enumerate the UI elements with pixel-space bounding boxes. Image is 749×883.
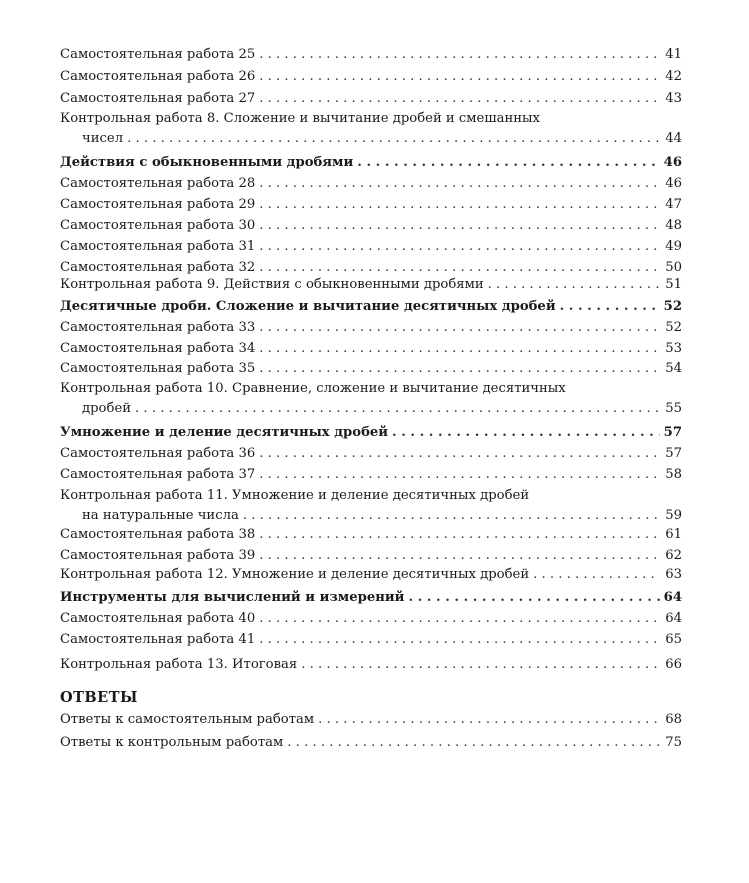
toc-entry-title: Самостоятельная работа 27 bbox=[60, 91, 256, 106]
toc-entry-title: Самостоятельная работа 28 bbox=[60, 176, 256, 191]
toc-entry-title: Контрольная работа 8. Сложение и вычитание дробей и смешанных bbox=[60, 111, 540, 126]
toc-page-number: 48 bbox=[665, 218, 682, 233]
toc-entry[interactable] bbox=[60, 237, 682, 257]
toc-entry[interactable] bbox=[60, 45, 682, 65]
toc-page-number: 55 bbox=[665, 401, 682, 416]
dot-leader bbox=[255, 67, 660, 87]
dot-leader bbox=[239, 506, 660, 526]
toc-entry-title: дробей bbox=[82, 401, 132, 416]
toc-entry-title: Самостоятельная работа 39 bbox=[60, 548, 256, 563]
toc-entry[interactable] bbox=[60, 153, 682, 173]
toc-page-number: 46 bbox=[663, 155, 682, 170]
toc-page-number: 64 bbox=[663, 590, 682, 605]
toc-entry[interactable] bbox=[60, 89, 682, 109]
toc-line bbox=[60, 565, 682, 585]
toc-line bbox=[60, 153, 682, 173]
toc-entry-title: Контрольная работа 12. Умножение и деление десятичных дробей bbox=[60, 567, 530, 582]
toc-page-number: 63 bbox=[665, 567, 682, 582]
toc-entry[interactable] bbox=[60, 195, 682, 215]
toc-line bbox=[60, 297, 682, 317]
toc-page-number: 44 bbox=[665, 131, 682, 146]
toc-line bbox=[60, 89, 682, 109]
toc-line bbox=[60, 45, 682, 65]
toc-line bbox=[60, 546, 682, 566]
toc-entry-title: Действия с обыкновенными дробями bbox=[60, 155, 354, 170]
toc-page-number: 46 bbox=[665, 176, 682, 191]
toc-entry[interactable] bbox=[60, 630, 682, 650]
answers-entry[interactable] bbox=[60, 710, 682, 730]
toc-line bbox=[60, 174, 682, 194]
toc-page-number: 50 bbox=[665, 260, 682, 275]
toc-entry-title: Самостоятельная работа 30 bbox=[60, 218, 256, 233]
dot-leader bbox=[255, 89, 660, 109]
toc-entry[interactable] bbox=[60, 275, 682, 295]
toc-entry-title: Самостоятельная работа 25 bbox=[60, 47, 256, 62]
toc-page-number: 57 bbox=[665, 446, 682, 461]
dot-leader bbox=[255, 216, 660, 236]
toc-line bbox=[60, 379, 682, 399]
answers-entry[interactable] bbox=[60, 733, 682, 753]
toc-line bbox=[60, 525, 682, 545]
toc-entry[interactable] bbox=[60, 588, 682, 608]
toc-entry[interactable] bbox=[60, 174, 682, 194]
dot-leader bbox=[255, 174, 660, 194]
toc-page-number: 66 bbox=[665, 657, 682, 672]
toc-entry-title: Ответы к контрольным работам bbox=[60, 735, 284, 750]
toc-entry-title: Самостоятельная работа 29 bbox=[60, 197, 256, 212]
toc-line bbox=[60, 609, 682, 629]
toc-entry-title: Контрольная работа 9. Действия с обыкновенными дробями bbox=[60, 277, 484, 292]
toc-line bbox=[60, 733, 682, 753]
toc-line bbox=[60, 506, 682, 526]
toc-page-number: 52 bbox=[663, 299, 682, 314]
dot-leader bbox=[255, 609, 660, 629]
dot-leader bbox=[314, 710, 660, 730]
toc-entry-title: Самостоятельная работа 32 bbox=[60, 260, 256, 275]
toc-line bbox=[60, 129, 682, 149]
toc-entry-title: Самостоятельная работа 34 bbox=[60, 341, 256, 356]
toc-page-number: 64 bbox=[665, 611, 682, 626]
toc-entry[interactable] bbox=[60, 465, 682, 485]
toc-entry-title: Самостоятельная работа 26 bbox=[60, 69, 256, 84]
dot-leader bbox=[283, 733, 660, 753]
toc-entry[interactable] bbox=[60, 109, 682, 149]
dot-leader bbox=[556, 297, 660, 317]
dot-leader bbox=[484, 275, 660, 295]
toc-line bbox=[60, 423, 682, 443]
dot-leader bbox=[255, 525, 660, 545]
toc-line bbox=[60, 67, 682, 87]
toc-line bbox=[60, 237, 682, 257]
dot-leader bbox=[353, 153, 660, 173]
dot-leader bbox=[255, 195, 660, 215]
toc-line bbox=[60, 399, 682, 419]
toc-entry[interactable] bbox=[60, 546, 682, 566]
dot-leader bbox=[297, 655, 660, 675]
toc-page-number: 49 bbox=[665, 239, 682, 254]
dot-leader bbox=[255, 359, 660, 379]
toc-page-number: 61 bbox=[665, 527, 682, 542]
dot-leader bbox=[131, 399, 660, 419]
dot-leader bbox=[255, 630, 660, 650]
toc-entry-title: Умножение и деление десятичных дробей bbox=[60, 425, 389, 440]
dot-leader bbox=[255, 237, 660, 257]
toc-entry-title: Десятичные дроби. Сложение и вычитание десятичных дробей bbox=[60, 299, 556, 314]
toc-entry[interactable] bbox=[60, 444, 682, 464]
toc-entry[interactable] bbox=[60, 423, 682, 443]
toc-entry-title: Контрольная работа 11. Умножение и деление десятичных дробей bbox=[60, 488, 530, 503]
toc-entry[interactable] bbox=[60, 379, 682, 419]
toc-page-number: 68 bbox=[665, 712, 682, 727]
toc-line bbox=[60, 465, 682, 485]
toc-entry[interactable] bbox=[60, 525, 682, 545]
toc-entry-title: Самостоятельная работа 31 bbox=[60, 239, 256, 254]
toc-entry[interactable] bbox=[60, 318, 682, 338]
toc-line bbox=[60, 444, 682, 464]
toc-entry-title: Контрольная работа 10. Сравнение, сложение и вычитание десятичных bbox=[60, 381, 566, 396]
dot-leader bbox=[255, 45, 660, 65]
toc-entry-title: Самостоятельная работа 33 bbox=[60, 320, 256, 335]
toc-line bbox=[60, 655, 682, 675]
toc-line bbox=[60, 318, 682, 338]
toc-entry-title: на натуральные числа bbox=[82, 508, 239, 523]
toc-entry-title: чисел bbox=[82, 131, 124, 146]
toc-page-number: 75 bbox=[665, 735, 682, 750]
toc-entry-title: Самостоятельная работа 35 bbox=[60, 361, 256, 376]
toc-entry[interactable] bbox=[60, 486, 682, 526]
toc-line bbox=[60, 630, 682, 650]
toc-line bbox=[60, 339, 682, 359]
toc-entry-title: Инструменты для вычислений и измерений bbox=[60, 590, 405, 605]
toc-page-number: 59 bbox=[665, 508, 682, 523]
toc-line bbox=[60, 710, 682, 730]
dot-leader bbox=[255, 465, 660, 485]
toc-page-number: 65 bbox=[665, 632, 682, 647]
toc-entry[interactable] bbox=[60, 655, 682, 675]
dot-leader bbox=[123, 129, 660, 149]
toc-entry-title: Самостоятельная работа 41 bbox=[60, 632, 256, 647]
toc-page-number: 62 bbox=[665, 548, 682, 563]
dot-leader bbox=[404, 588, 660, 608]
toc-entry-title: Самостоятельная работа 36 bbox=[60, 446, 256, 461]
toc-entry-title: Самостоятельная работа 38 bbox=[60, 527, 256, 542]
toc-page-number: 57 bbox=[663, 425, 682, 440]
toc-entry[interactable] bbox=[60, 565, 682, 585]
toc-page-number: 54 bbox=[665, 361, 682, 376]
toc-entry-title: Ответы к самостоятельным работам bbox=[60, 712, 315, 727]
toc-line bbox=[60, 109, 682, 129]
dot-leader bbox=[255, 444, 660, 464]
dot-leader bbox=[529, 565, 660, 585]
toc-page-number: 47 bbox=[665, 197, 682, 212]
toc-entry[interactable] bbox=[60, 67, 682, 87]
toc-page-number: 42 bbox=[665, 69, 682, 84]
toc-entry-title: Контрольная работа 13. Итоговая bbox=[60, 657, 298, 672]
toc-page-number: 53 bbox=[665, 341, 682, 356]
dot-leader bbox=[255, 339, 660, 359]
toc-page-number: 43 bbox=[665, 91, 682, 106]
toc-entry[interactable] bbox=[60, 216, 682, 236]
toc-entry-title: Самостоятельная работа 40 bbox=[60, 611, 256, 626]
toc-page-number: 58 bbox=[665, 467, 682, 482]
dot-leader bbox=[388, 423, 660, 443]
toc-entry[interactable] bbox=[60, 359, 682, 379]
toc-line bbox=[60, 486, 682, 506]
dot-leader bbox=[255, 318, 660, 338]
toc-entry[interactable] bbox=[60, 339, 682, 359]
toc-entry[interactable] bbox=[60, 609, 682, 629]
answers-heading: ОТВЕТЫ bbox=[60, 689, 138, 706]
toc-page-number: 52 bbox=[665, 320, 682, 335]
toc-line bbox=[60, 216, 682, 236]
dot-leader bbox=[255, 546, 660, 566]
table-of-contents bbox=[60, 0, 682, 883]
toc-entry[interactable] bbox=[60, 297, 682, 317]
toc-line bbox=[60, 359, 682, 379]
toc-page-number: 41 bbox=[665, 47, 682, 62]
toc-line bbox=[60, 588, 682, 608]
toc-line bbox=[60, 275, 682, 295]
toc-entry-title: Самостоятельная работа 37 bbox=[60, 467, 256, 482]
toc-line bbox=[60, 195, 682, 215]
toc-page-number: 51 bbox=[665, 277, 682, 292]
